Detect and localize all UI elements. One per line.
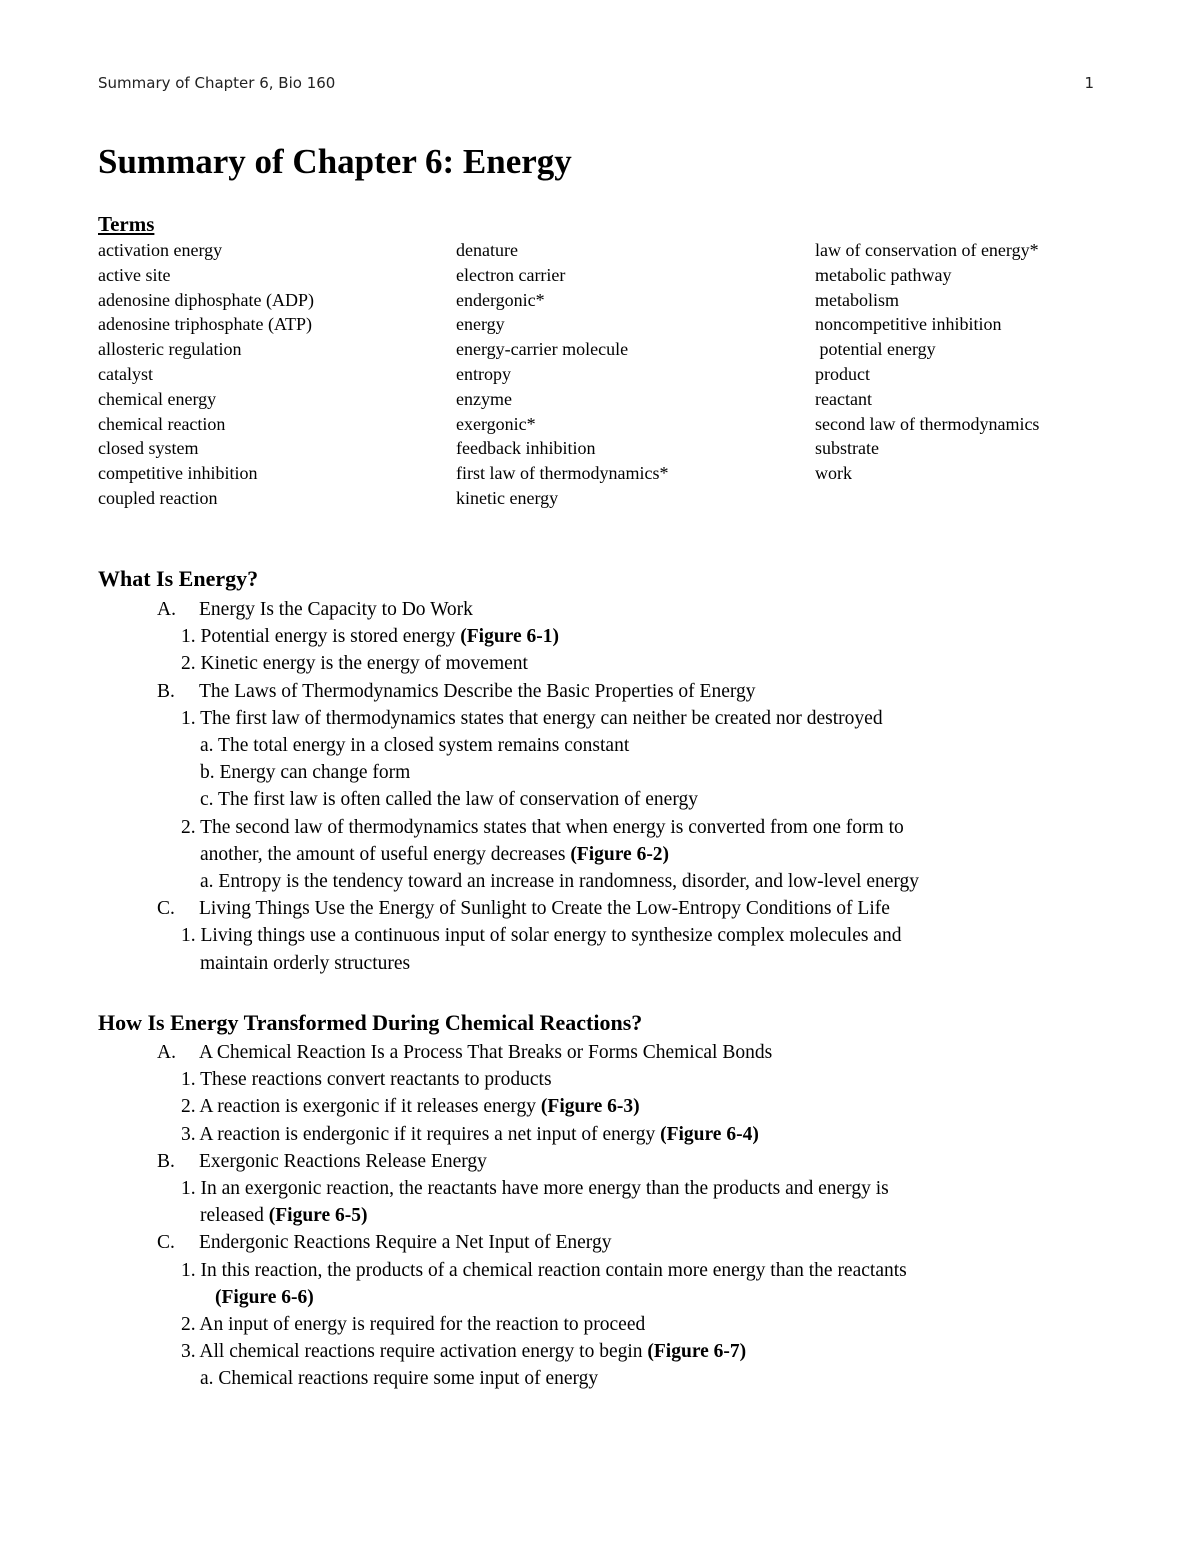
document-title: Summary of Chapter 6: Energy	[98, 142, 572, 181]
outline-line	[0, 596, 1200, 623]
outline-line	[0, 1229, 1200, 1256]
term-item: product	[815, 363, 870, 384]
outline-line	[0, 841, 1200, 868]
term-item: noncompetitive inhibition	[815, 314, 1002, 335]
outline-text: A Chemical Reaction Is a Process That Breaks or Forms Chemical Bonds	[199, 1042, 773, 1063]
outline-marker: B.	[157, 680, 175, 702]
outline-line	[0, 759, 1200, 786]
term-item: endergonic*	[456, 289, 545, 310]
outline-text: a. Chemical reactions require some input of energy	[200, 1368, 599, 1390]
outline-line	[0, 623, 1200, 650]
outline-line	[0, 1148, 1200, 1175]
figure-reference: (Figure 6-2)	[570, 843, 670, 865]
term-item: exergonic*	[456, 413, 536, 434]
outline-text: 3. All chemical reactions require activation energy to begin	[181, 1341, 648, 1363]
term-item: first law of thermodynamics*	[456, 463, 669, 484]
section-what-is-energy	[0, 596, 1200, 977]
outline-text: b. Energy can change form	[200, 762, 411, 784]
outline-line	[0, 1257, 1200, 1284]
term-item: adenosine diphosphate (ADP)	[98, 289, 314, 310]
term-item: denature	[456, 240, 518, 260]
figure-reference: (Figure 6-1)	[460, 626, 560, 648]
outline-marker: C.	[157, 898, 175, 920]
outline-text: Energy Is the Capacity to Do Work	[199, 599, 473, 620]
term-item: energy-carrier molecule	[456, 339, 629, 360]
term-item: reactant	[815, 388, 872, 409]
term-item: work	[815, 463, 852, 484]
outline-line	[0, 868, 1200, 895]
outline-text: Exergonic Reactions Release Energy	[199, 1150, 487, 1172]
outline-text: another, the amount of useful energy decreases	[200, 843, 571, 865]
outline-line	[0, 895, 1200, 922]
term-item: enzyme	[456, 388, 512, 409]
section-heading-what-is-energy: What Is Energy?	[98, 566, 259, 591]
page-number: 1	[1084, 74, 1094, 92]
outline-line	[0, 650, 1200, 677]
term-item: catalyst	[98, 363, 153, 384]
outline-text: Endergonic Reactions Require a Net Input of Energy	[199, 1232, 612, 1254]
outline-line	[0, 1365, 1200, 1392]
figure-reference: (Figure 6-4)	[660, 1123, 759, 1145]
outline-line	[0, 1066, 1200, 1093]
terms-heading: Terms	[98, 212, 155, 236]
outline-text: released	[200, 1205, 269, 1227]
outline-marker: B.	[157, 1150, 175, 1172]
outline-line	[0, 1311, 1200, 1338]
page-header	[98, 74, 1098, 92]
outline-text: 1. In an exergonic reaction, the reactants have more energy than the products and energy is	[181, 1178, 889, 1200]
term-item: electron carrier	[456, 264, 566, 285]
outline-text: 2. Kinetic energy is the energy of movement	[181, 653, 528, 675]
outline-text: 1. Potential energy is stored energy	[181, 626, 461, 648]
outline-line	[0, 1039, 1200, 1066]
figure-reference: (Figure 6-7)	[647, 1341, 747, 1363]
term-item: feedback inhibition	[456, 438, 596, 459]
outline-text: 1. The first law of thermodynamics states that energy can neither be created nor destroyed	[181, 707, 883, 729]
outline-text: a. Entropy is the tendency toward an increase in randomness, disorder, and low-level energy	[200, 871, 920, 893]
outline-marker: C.	[157, 1232, 175, 1254]
outline-text: 2. An input of energy is required for the reaction to proceed	[181, 1314, 646, 1336]
term-item: chemical energy	[98, 388, 217, 409]
terms-column-2	[456, 238, 668, 511]
outline-line	[0, 1338, 1200, 1365]
outline-line	[0, 1121, 1200, 1148]
outline-line	[0, 814, 1200, 841]
term-item: activation energy	[98, 240, 223, 260]
term-item: metabolism	[815, 289, 899, 310]
terms-column-1	[98, 238, 314, 511]
term-item: energy	[456, 314, 505, 335]
term-item: metabolic pathway	[815, 264, 952, 285]
figure-reference: (Figure 6-6)	[215, 1286, 314, 1308]
term-item: active site	[98, 264, 171, 285]
outline-line	[0, 1284, 1200, 1311]
header-title: Summary of Chapter 6, Bio 160	[98, 74, 336, 92]
outline-text: 2. The second law of thermodynamics states that when energy is converted from one form to	[181, 816, 904, 838]
outline-text: a. The total energy in a closed system remains constant	[200, 735, 630, 757]
outline-line	[0, 950, 1200, 977]
term-item: competitive inhibition	[98, 463, 258, 484]
outline-line	[0, 678, 1200, 705]
terms-column-3	[815, 238, 1039, 486]
outline-text: The Laws of Thermodynamics Describe the Basic Properties of Energy	[199, 680, 756, 702]
outline-text: maintain orderly structures	[200, 952, 411, 974]
outline-line	[0, 922, 1200, 949]
term-item: entropy	[456, 363, 511, 384]
outline-text: 1. Living things use a continuous input of solar energy to synthesize complex molecules and	[181, 925, 902, 947]
term-item: adenosine triphosphate (ATP)	[98, 314, 312, 335]
section-heading-energy-transformed: How Is Energy Transformed During Chemical Reactions?	[98, 1010, 643, 1035]
outline-line	[0, 786, 1200, 813]
outline-line	[0, 705, 1200, 732]
outline-text: 1. These reactions convert reactants to products	[181, 1069, 552, 1091]
outline-line	[0, 1202, 1200, 1229]
outline-line	[0, 1093, 1200, 1120]
outline-line	[0, 1175, 1200, 1202]
term-item: chemical reaction	[98, 413, 226, 434]
figure-reference: (Figure 6-3)	[540, 1096, 640, 1118]
term-item: allosteric regulation	[98, 339, 242, 360]
term-item: coupled reaction	[98, 487, 218, 508]
term-item: law of conservation of energy*	[815, 240, 1039, 260]
outline-marker: A.	[157, 1042, 176, 1063]
outline-line	[0, 732, 1200, 759]
outline-text: 2. A reaction is exergonic if it releases energy	[181, 1096, 541, 1118]
outline-text: 1. In this reaction, the products of a chemical reaction contain more energy than the reactants	[181, 1259, 907, 1281]
outline-text: c. The first law is often called the law of conservation of energy	[200, 789, 698, 811]
outline-text: 3. A reaction is endergonic if it requires a net input of energy	[181, 1123, 661, 1145]
outline-text: Living Things Use the Energy of Sunlight to Create the Low-Entropy Conditions of Life	[199, 898, 890, 920]
term-item: closed system	[98, 438, 199, 459]
term-item: kinetic energy	[456, 487, 559, 508]
term-item: potential energy	[815, 339, 936, 360]
term-item: second law of thermodynamics	[815, 413, 1040, 434]
section-energy-transformed	[0, 1039, 1200, 1393]
figure-reference: (Figure 6-5)	[268, 1205, 368, 1227]
term-item: substrate	[815, 438, 879, 459]
outline-marker: A.	[157, 599, 176, 620]
